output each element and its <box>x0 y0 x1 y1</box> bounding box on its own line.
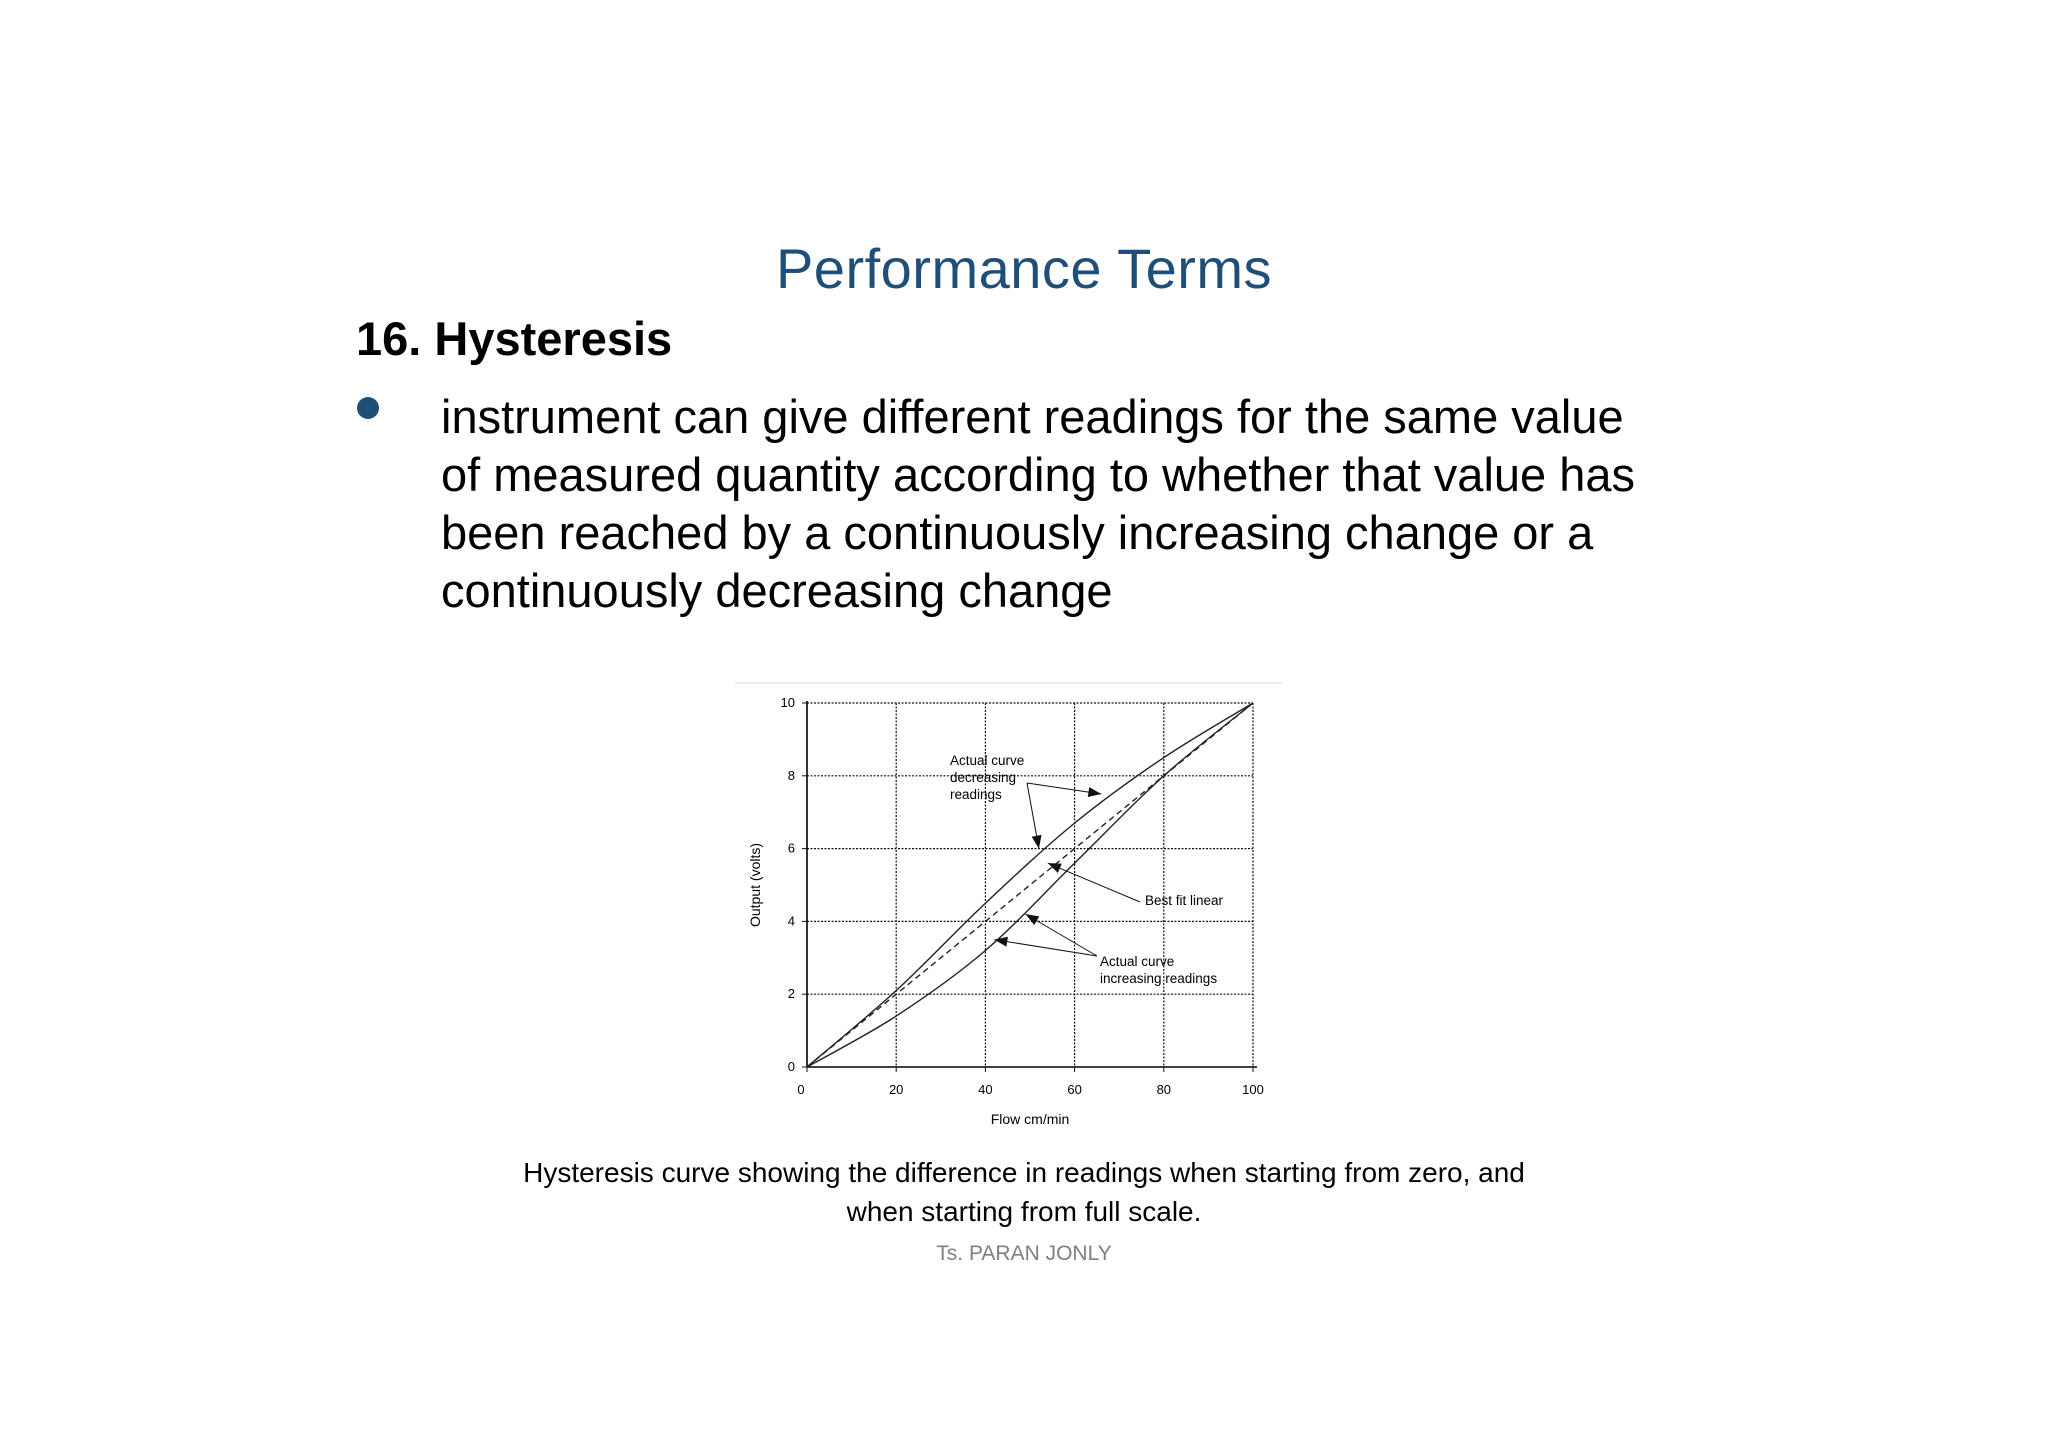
bullet-line: instrument can give different readings for the same value <box>441 390 1624 443</box>
hysteresis-chart-svg <box>735 680 1282 1135</box>
annotation-label: Actual curve <box>1100 954 1175 969</box>
annotation-label: increasing readings <box>1100 971 1218 986</box>
bullet-line: been reached by a continuously increasing change or a <box>441 506 1594 559</box>
figure-caption <box>0 1153 2048 1231</box>
annotation-label: readings <box>950 787 1002 802</box>
bullet-line: continuously decreasing change <box>441 564 1113 617</box>
slide-title: Performance Terms <box>775 237 1273 300</box>
annotation-arrowhead <box>1032 835 1042 849</box>
chart-series <box>807 703 1253 1067</box>
bullet-line: of measured quantity according to whether that value has <box>441 448 1636 501</box>
x-tick-label: 100 <box>1242 1082 1264 1097</box>
series-actual-curve-decreasing-readings <box>807 703 1253 1067</box>
section-heading: 16. Hysteresis <box>356 312 673 365</box>
annotation-leader-line <box>1048 863 1140 902</box>
annotation-label: decreasing <box>950 770 1017 785</box>
y-tick-label: 6 <box>787 840 795 856</box>
x-tick-label: 0 <box>797 1082 805 1097</box>
annotation-arrowhead <box>1026 914 1040 925</box>
x-axis-label: Flow cm/min <box>990 1111 1070 1127</box>
y-axis-label: Output (volts) <box>747 842 763 928</box>
y-tick-label: 4 <box>787 913 795 929</box>
caption-line: when starting from full scale. <box>846 1196 1202 1227</box>
y-tick-label: 2 <box>787 986 795 1002</box>
series-best-fit-linear <box>807 703 1253 1067</box>
bullet-marker <box>357 397 379 419</box>
x-tick-label: 20 <box>888 1082 904 1097</box>
chart-annotations <box>950 753 1224 986</box>
x-tick-label: 80 <box>1156 1082 1172 1097</box>
caption-line: Hysteresis curve showing the difference in readings when starting from zero, and <box>523 1157 1525 1188</box>
x-tick-label: 40 <box>978 1082 993 1097</box>
x-tick-label: 60 <box>1067 1082 1082 1097</box>
annotation-label: Best fit linear <box>1145 893 1224 908</box>
series-actual-curve-increasing-readings <box>807 703 1253 1067</box>
y-tick-label: 0 <box>787 1059 795 1074</box>
hysteresis-chart <box>735 680 1282 1135</box>
y-tick-label: 10 <box>780 695 795 710</box>
annotation-label: Actual curve <box>950 753 1025 768</box>
y-tick-label: 8 <box>787 767 795 783</box>
bullet-text <box>441 388 1751 620</box>
annotation-arrowhead <box>1088 787 1102 797</box>
annotation-leader-line <box>994 940 1097 956</box>
slide-footer: Ts. PARAN JONLY <box>936 1242 1112 1265</box>
